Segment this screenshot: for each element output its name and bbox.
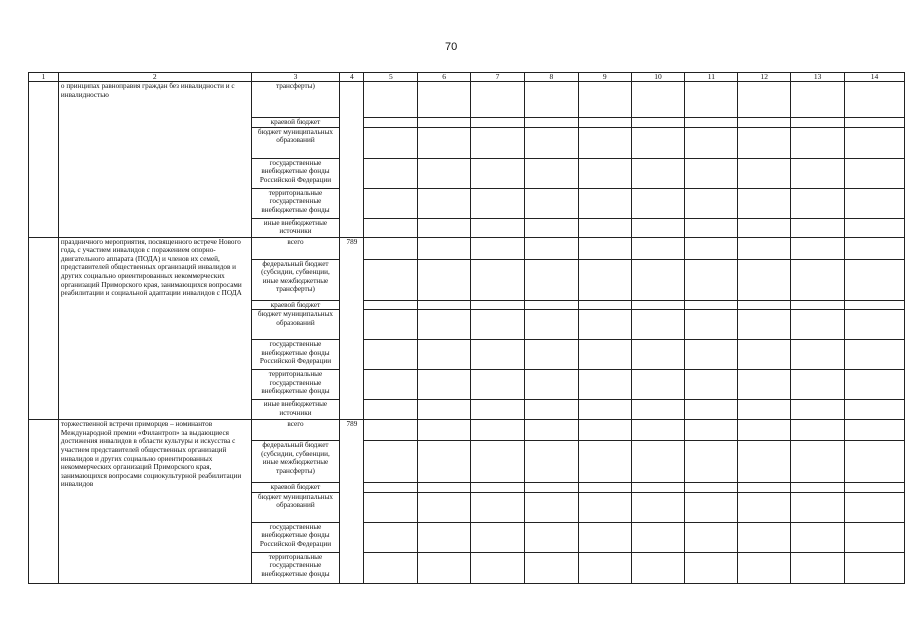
value-cell <box>738 522 791 552</box>
column-header: 12 <box>738 73 791 82</box>
column-header: 5 <box>364 73 418 82</box>
value-cell <box>418 188 471 218</box>
value-cell <box>524 218 578 237</box>
value-cell <box>578 158 631 188</box>
value-cell <box>524 522 578 552</box>
value-cell <box>631 188 685 218</box>
value-cell <box>418 400 471 420</box>
value-cell <box>578 310 631 340</box>
value-cell <box>791 82 845 118</box>
value-cell <box>845 400 905 420</box>
value-cell <box>791 310 845 340</box>
value-cell <box>524 492 578 522</box>
value-cell <box>685 158 738 188</box>
value-cell <box>524 127 578 158</box>
value-cell <box>418 441 471 483</box>
table-row <box>29 82 905 118</box>
value-cell <box>578 492 631 522</box>
value-cell <box>791 237 845 259</box>
value-cell <box>418 420 471 441</box>
value-cell <box>685 340 738 370</box>
value-cell <box>364 118 418 128</box>
column-header: 10 <box>631 73 685 82</box>
value-cell <box>578 370 631 400</box>
value-cell <box>418 118 471 128</box>
budget-table <box>28 72 905 584</box>
value-cell <box>524 483 578 493</box>
value-cell <box>631 370 685 400</box>
value-cell <box>471 552 525 583</box>
value-cell <box>364 340 418 370</box>
value-cell <box>364 552 418 583</box>
value-cell <box>524 259 578 300</box>
value-cell <box>524 188 578 218</box>
value-cell <box>685 420 738 441</box>
funding-source: трансферты) <box>251 82 340 118</box>
value-cell <box>685 483 738 493</box>
value-cell <box>845 340 905 370</box>
value-cell <box>471 522 525 552</box>
value-cell <box>578 82 631 118</box>
column-header: 8 <box>524 73 578 82</box>
column-header: 9 <box>578 73 631 82</box>
budget-code: 789 <box>340 420 364 584</box>
value-cell <box>738 400 791 420</box>
row-number-cell <box>29 82 59 238</box>
value-cell <box>578 552 631 583</box>
column-header: 11 <box>685 73 738 82</box>
value-cell <box>738 127 791 158</box>
value-cell <box>685 82 738 118</box>
value-cell <box>418 259 471 300</box>
value-cell <box>471 237 525 259</box>
table-row <box>29 237 905 259</box>
value-cell <box>791 127 845 158</box>
value-cell <box>845 420 905 441</box>
value-cell <box>791 259 845 300</box>
event-description: о принципах равноправия граждан без инвалидности и с инвалидностью <box>58 82 251 238</box>
value-cell <box>364 370 418 400</box>
value-cell <box>471 483 525 493</box>
funding-source: федеральный бюджет (субсидии, субвенции, иные межбюджетные трансферты) <box>251 259 340 300</box>
value-cell <box>471 259 525 300</box>
value-cell <box>845 127 905 158</box>
value-cell <box>631 441 685 483</box>
value-cell <box>364 492 418 522</box>
value-cell <box>685 127 738 158</box>
value-cell <box>364 188 418 218</box>
value-cell <box>845 370 905 400</box>
value-cell <box>845 237 905 259</box>
value-cell <box>418 237 471 259</box>
value-cell <box>471 370 525 400</box>
value-cell <box>791 492 845 522</box>
value-cell <box>631 522 685 552</box>
column-header: 3 <box>251 73 340 82</box>
value-cell <box>791 522 845 552</box>
value-cell <box>364 158 418 188</box>
value-cell <box>524 400 578 420</box>
funding-source: государственные внебюджетные фонды Российской Федерации <box>251 522 340 552</box>
funding-source: федеральный бюджет (субсидии, субвенции, иные межбюджетные трансферты) <box>251 441 340 483</box>
event-description: торжественной встречи приморцев – номинантов Международной премии «Филантроп» за выдающиеся достижения инвалидов в области культуры и искусства с участием представителей общественных организаций инвалидов и других социально ориентированных некоммерческих организаций Приморского края, занимающихся вопросами социокультурной реабилитации инвалидов <box>58 420 251 584</box>
funding-source: всего <box>251 420 340 441</box>
value-cell <box>631 483 685 493</box>
value-cell <box>791 441 845 483</box>
value-cell <box>471 82 525 118</box>
value-cell <box>791 552 845 583</box>
value-cell <box>418 218 471 237</box>
column-header: 13 <box>791 73 845 82</box>
value-cell <box>471 118 525 128</box>
column-header: 7 <box>471 73 525 82</box>
value-cell <box>471 127 525 158</box>
value-cell <box>471 420 525 441</box>
column-header: 14 <box>845 73 905 82</box>
value-cell <box>845 118 905 128</box>
value-cell <box>578 118 631 128</box>
value-cell <box>364 82 418 118</box>
funding-source: краевой бюджет <box>251 300 340 310</box>
value-cell <box>738 552 791 583</box>
value-cell <box>578 218 631 237</box>
value-cell <box>418 370 471 400</box>
budget-code <box>340 82 364 238</box>
value-cell <box>738 483 791 493</box>
value-cell <box>418 340 471 370</box>
value-cell <box>791 118 845 128</box>
value-cell <box>631 118 685 128</box>
value-cell <box>791 370 845 400</box>
value-cell <box>845 492 905 522</box>
value-cell <box>418 127 471 158</box>
column-header: 4 <box>340 73 364 82</box>
value-cell <box>418 483 471 493</box>
value-cell <box>685 441 738 483</box>
table-row <box>29 420 905 441</box>
value-cell <box>685 400 738 420</box>
value-cell <box>364 310 418 340</box>
value-cell <box>524 300 578 310</box>
value-cell <box>685 259 738 300</box>
value-cell <box>845 522 905 552</box>
value-cell <box>471 300 525 310</box>
value-cell <box>631 158 685 188</box>
column-header: 6 <box>418 73 471 82</box>
value-cell <box>471 492 525 522</box>
value-cell <box>845 259 905 300</box>
value-cell <box>791 420 845 441</box>
value-cell <box>791 158 845 188</box>
value-cell <box>738 118 791 128</box>
value-cell <box>631 420 685 441</box>
value-cell <box>738 310 791 340</box>
value-cell <box>364 259 418 300</box>
value-cell <box>791 218 845 237</box>
value-cell <box>791 300 845 310</box>
value-cell <box>471 158 525 188</box>
value-cell <box>524 310 578 340</box>
event-description: праздничного мероприятия, посвященного встрече Нового года, с участием инвалидов с поражением опорно-двигательного аппарата (ПОДА) и членов их семей, представителей общественных организаций инвалидов и других социально ориентированных некоммерческих организаций Приморского края, занимающихся вопросами реабилитации и социальной адаптации инвалидов с ПОДА <box>58 237 251 420</box>
value-cell <box>418 310 471 340</box>
funding-source: всего <box>251 237 340 259</box>
value-cell <box>364 522 418 552</box>
value-cell <box>738 300 791 310</box>
value-cell <box>524 370 578 400</box>
funding-source: иные внебюджетные источники <box>251 400 340 420</box>
value-cell <box>364 237 418 259</box>
value-cell <box>418 158 471 188</box>
value-cell <box>631 400 685 420</box>
value-cell <box>738 158 791 188</box>
value-cell <box>578 441 631 483</box>
value-cell <box>578 400 631 420</box>
value-cell <box>578 237 631 259</box>
value-cell <box>631 259 685 300</box>
value-cell <box>685 370 738 400</box>
value-cell <box>578 259 631 300</box>
funding-source: государственные внебюджетные фонды Российской Федерации <box>251 340 340 370</box>
funding-source: территориальные государственные внебюджетные фонды <box>251 188 340 218</box>
value-cell <box>738 370 791 400</box>
value-cell <box>845 218 905 237</box>
value-cell <box>578 127 631 158</box>
value-cell <box>685 237 738 259</box>
funding-source: бюджет муниципальных образований <box>251 127 340 158</box>
value-cell <box>845 441 905 483</box>
value-cell <box>685 188 738 218</box>
value-cell <box>471 310 525 340</box>
value-cell <box>631 218 685 237</box>
value-cell <box>364 483 418 493</box>
row-number-cell <box>29 420 59 584</box>
value-cell <box>738 82 791 118</box>
value-cell <box>738 492 791 522</box>
value-cell <box>418 300 471 310</box>
value-cell <box>524 420 578 441</box>
column-number-row <box>29 73 905 82</box>
value-cell <box>631 492 685 522</box>
value-cell <box>685 300 738 310</box>
value-cell <box>845 188 905 218</box>
value-cell <box>738 441 791 483</box>
value-cell <box>578 340 631 370</box>
value-cell <box>738 188 791 218</box>
value-cell <box>631 310 685 340</box>
value-cell <box>578 188 631 218</box>
value-cell <box>524 237 578 259</box>
funding-source: краевой бюджет <box>251 483 340 493</box>
column-header: 1 <box>29 73 59 82</box>
value-cell <box>364 400 418 420</box>
value-cell <box>524 158 578 188</box>
value-cell <box>364 127 418 158</box>
funding-source: бюджет муниципальных образований <box>251 492 340 522</box>
funding-source: территориальные государственные внебюджетные фонды <box>251 552 340 583</box>
value-cell <box>578 522 631 552</box>
funding-source: краевой бюджет <box>251 118 340 128</box>
column-header: 2 <box>58 73 251 82</box>
value-cell <box>845 552 905 583</box>
value-cell <box>471 188 525 218</box>
value-cell <box>418 492 471 522</box>
value-cell <box>631 237 685 259</box>
value-cell <box>738 420 791 441</box>
value-cell <box>685 552 738 583</box>
funding-source: государственные внебюджетные фонды Российской Федерации <box>251 158 340 188</box>
value-cell <box>418 82 471 118</box>
value-cell <box>471 340 525 370</box>
value-cell <box>685 310 738 340</box>
value-cell <box>578 300 631 310</box>
row-number-cell <box>29 237 59 420</box>
value-cell <box>471 400 525 420</box>
value-cell <box>418 552 471 583</box>
value-cell <box>631 300 685 310</box>
value-cell <box>845 483 905 493</box>
value-cell <box>418 522 471 552</box>
value-cell <box>631 340 685 370</box>
value-cell <box>738 259 791 300</box>
value-cell <box>631 82 685 118</box>
value-cell <box>845 82 905 118</box>
value-cell <box>791 188 845 218</box>
value-cell <box>738 218 791 237</box>
value-cell <box>578 420 631 441</box>
value-cell <box>471 218 525 237</box>
value-cell <box>738 237 791 259</box>
value-cell <box>685 492 738 522</box>
value-cell <box>685 218 738 237</box>
value-cell <box>845 310 905 340</box>
page-number: 70 <box>445 41 458 53</box>
value-cell <box>524 340 578 370</box>
value-cell <box>791 483 845 493</box>
value-cell <box>524 82 578 118</box>
value-cell <box>685 522 738 552</box>
value-cell <box>791 400 845 420</box>
funding-source: территориальные государственные внебюджетные фонды <box>251 370 340 400</box>
value-cell <box>845 300 905 310</box>
value-cell <box>471 441 525 483</box>
value-cell <box>524 118 578 128</box>
funding-source: бюджет муниципальных образований <box>251 310 340 340</box>
value-cell <box>631 127 685 158</box>
value-cell <box>364 441 418 483</box>
value-cell <box>738 340 791 370</box>
value-cell <box>685 118 738 128</box>
value-cell <box>524 441 578 483</box>
value-cell <box>364 300 418 310</box>
value-cell <box>364 420 418 441</box>
value-cell <box>578 483 631 493</box>
value-cell <box>524 552 578 583</box>
value-cell <box>791 340 845 370</box>
funding-source: иные внебюджетные источники <box>251 218 340 237</box>
budget-code: 789 <box>340 237 364 420</box>
value-cell <box>631 552 685 583</box>
value-cell <box>364 218 418 237</box>
value-cell <box>845 158 905 188</box>
